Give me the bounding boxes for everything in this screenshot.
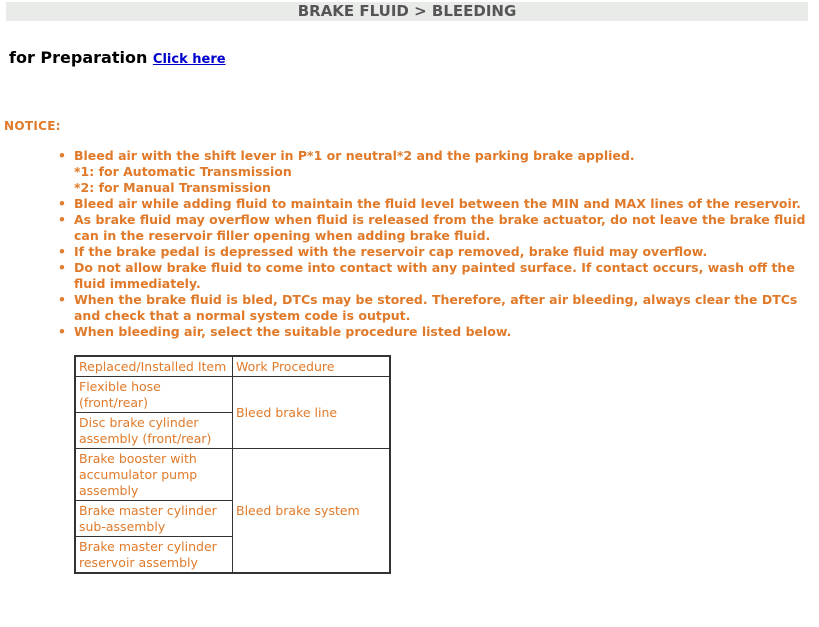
notice-list [57,148,819,340]
table-header-cell: Replaced/Installed Item [75,356,233,377]
table-cell-item: Brake master cylinder reservoir assembly [75,537,233,574]
table-cell-item: Brake booster with accumulator pump assembly [75,449,233,501]
notice-label: NOTICE: [4,119,61,133]
notice-item-2: • Bleed air while adding fluid to maintain the fluid level between the MIN and MAX lines of the reservoir. [74,196,819,212]
table-row [75,377,390,413]
table-cell-item: Disc brake cylinder assembly (front/rear) [75,413,233,449]
notice-item-5: • Do not allow brake fluid to come into contact with any painted surface. If contact occurs, wash off the fluid immediately. [74,260,819,292]
table-header-row [75,356,390,377]
table-row [75,449,390,501]
notice-item-text: Bleed air with the shift lever in P*1 or neutral*2 and the parking brake applied. [74,148,635,163]
table-cell-procedure: Bleed brake system [233,449,391,574]
procedure-table [74,355,391,574]
preparation-label: for Preparation [9,48,148,67]
preparation-line [9,48,226,70]
notice-item-3: • As brake fluid may overflow when fluid is released from the brake actuator, do not leave the brake fluid can in the reservoir filler opening when adding brake fluid. [74,212,819,244]
notice-item-4: • If the brake pedal is depressed with the reservoir cap removed, brake fluid may overflow. [74,244,819,260]
table-cell-item: Flexible hose (front/rear) [75,377,233,413]
page-title: BRAKE FLUID > BLEEDING [6,2,808,21]
preparation-link[interactable]: Click here [152,52,226,67]
notice-item-6: • When the brake fluid is bled, DTCs may be stored. Therefore, after air bleeding, always clear the DTCs and check that a normal system code is output. [74,292,819,324]
table-header-cell: Work Procedure [233,356,391,377]
notice-sub-line: *1: for Automatic Transmission [74,164,292,179]
table-cell-procedure: Bleed brake line [233,377,391,449]
table-cell-item: Brake master cylinder sub-assembly [75,501,233,537]
notice-item-7: • When bleeding air, select the suitable procedure listed below. [74,324,819,340]
notice-item-1 [74,148,819,196]
notice-sub-line: *2: for Manual Transmission [74,180,271,195]
